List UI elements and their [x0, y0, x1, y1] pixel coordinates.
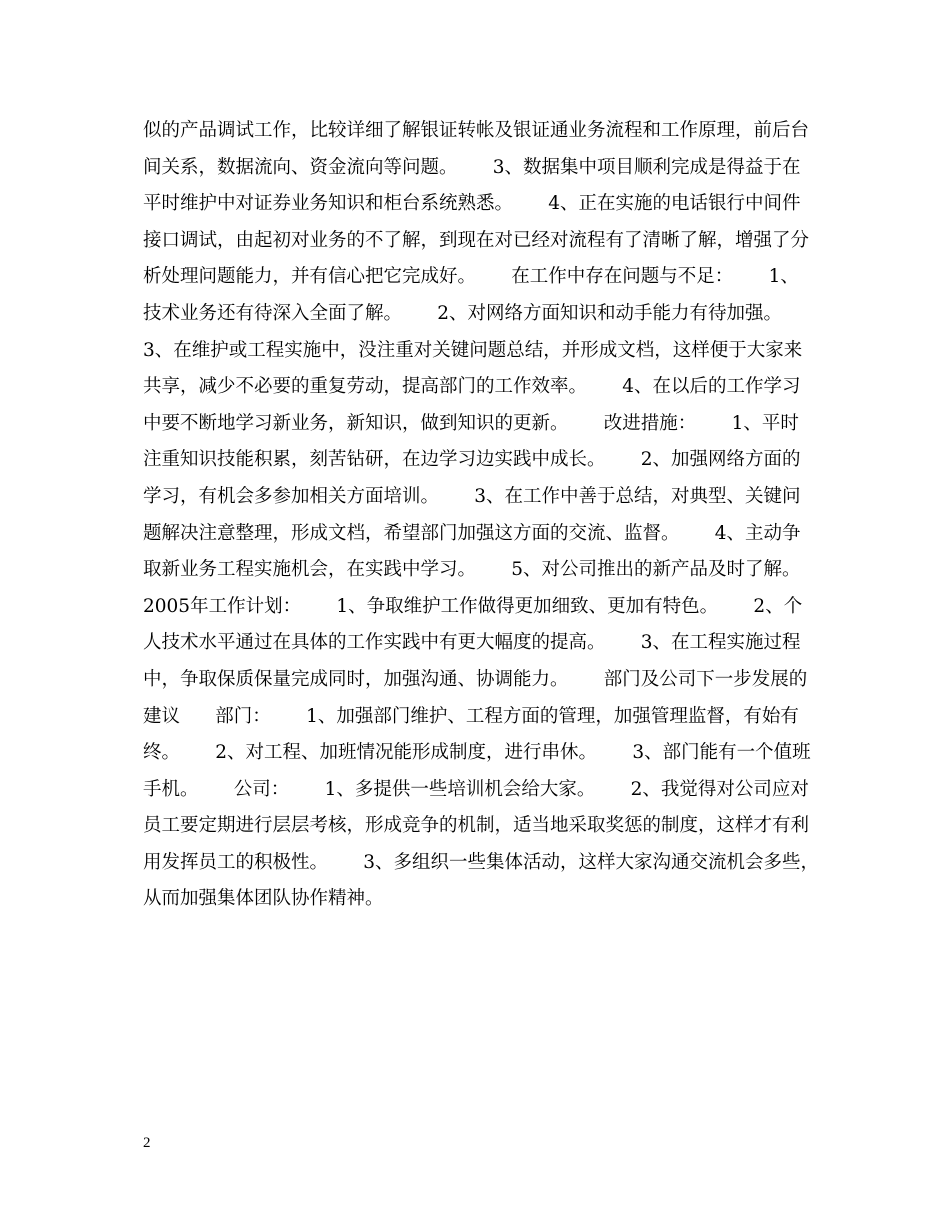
text-line: 手机。 公司： 1、多提供一些培训机会给大家。 2、我觉得对公司应对	[143, 778, 809, 800]
text-line: 析处理问题能力，并有信心把它完成好。 在工作中存在问题与不足： 1、	[143, 266, 799, 288]
text-line: 员工要定期进行层层考核，形成竞争的机制，适当地采取奖惩的制度，这样才有利	[143, 815, 810, 837]
text-line: 用发挥员工的积极性。 3、多组织一些集体活动，这样大家沟通交流机会多些，	[143, 851, 820, 873]
text-line: 接口调试，由起初对业务的不了解，到现在对已经对流程有了清晰了解，增强了分	[143, 229, 810, 251]
page-number: 2	[143, 1135, 151, 1151]
text-line: 建议 部门： 1、加强部门维护、工程方面的管理，加强管理监督，有始有	[143, 705, 799, 727]
text-line: 共享，减少不必要的重复劳动，提高部门的工作效率。 4、在以后的工作学习	[143, 376, 801, 398]
text-line: 似的产品调试工作，比较详细了解银证转帐及银证通业务流程和工作原理，前后台	[143, 120, 810, 141]
body-text	[143, 113, 823, 918]
text-line: 人技术水平通过在具体的工作实践中有更大幅度的提高。 3、在工程实施过程	[143, 632, 801, 654]
text-line: 注重知识技能积累，刻苦钻研，在边学习边实践中成长。 2、加强网络方面的	[143, 449, 801, 471]
text-line: 取新业务工程实施机会，在实践中学习。 5、对公司推出的新产品及时了解。	[143, 559, 801, 581]
text-line: 2005年工作计划： 1、争取维护工作做得更加细致、更加有特色。 2、个	[143, 595, 803, 617]
text-line: 学习，有机会多参加相关方面培训。 3、在工作中善于总结，对典型、关键问	[143, 485, 801, 507]
text-line: 技术业务还有待深入全面了解。 2、对网络方面知识和动手能力有待加强。	[143, 302, 783, 324]
text-line: 间关系，数据流向、资金流向等问题。 3、数据集中项目顺利完成是得益于在	[143, 156, 801, 178]
text-line: 题解决注意整理，形成文档，希望部门加强这方面的交流、监督。 4、主动争	[143, 522, 801, 544]
text-line: 平时维护中对证券业务知识和柜台系统熟悉。 4、正在实施的电话银行中间件	[143, 193, 801, 215]
text-line: 中，争取保质保量完成同时，加强沟通、协调能力。 部门及公司下一步发展的	[143, 668, 808, 690]
text-line: 终。 2、对工程、加班情况能形成制度，进行串休。 3、部门能有一个值班	[143, 742, 811, 764]
text-line: 从而加强集体团队协作精神。	[143, 888, 384, 910]
text-line: 3、在维护或工程实施中，没注重对关键问题总结，并形成文档，这样便于大家来	[143, 339, 803, 361]
text-line: 中要不断地学习新业务，新知识，做到知识的更新。 改进措施： 1、平时	[143, 412, 799, 434]
